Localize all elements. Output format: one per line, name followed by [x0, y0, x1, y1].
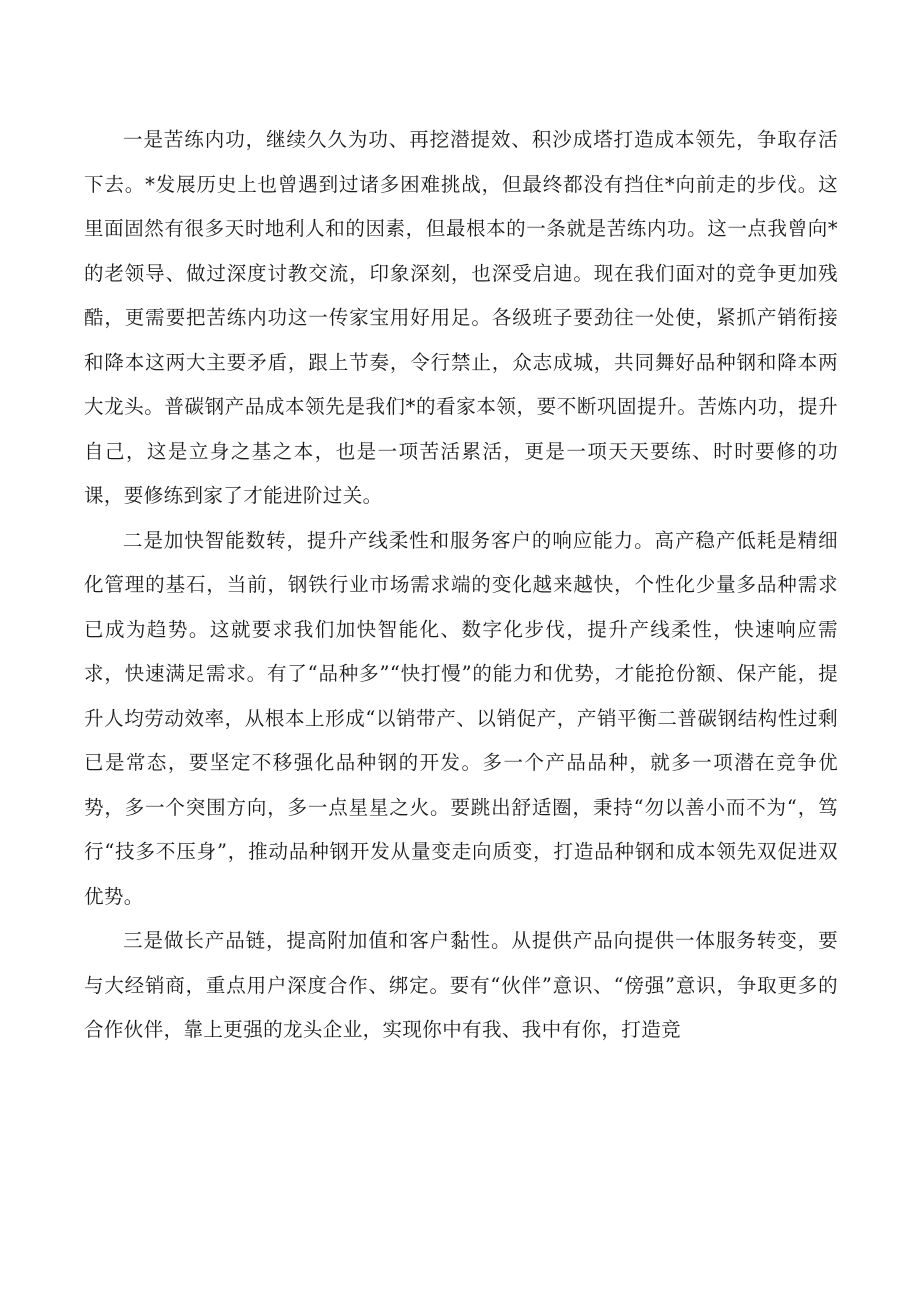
paragraph-3: 三是做长产品链，提高附加值和客户黏性。从提供产品向提供一体服务转变，要与大经销商，重点用户深度合作、绑定。要有“伙伴”意识、“傍强”意识，争取更多的合作伙伴，靠上更强的龙头企业，实现你中有我、我中有你，打造竞: [84, 929, 838, 1041]
paragraph-1: 一是苦练内功，继续久久为功、再挖潜提效、积沙成塔打造成本领先，争取存活下去。*发展历史上也曾遇到过诸多困难挑战，但最终都没有挡住*向前走的步伐。这里面固然有很多天时地利人和的因素，但最根本的一条就是苦练内功。这一点我曾向*的老领导、做过深度讨教交流，印象深刻，也深受启迪。现在我们面对的竞争更加残酷，更需要把苦练内功这一传家宝用好用足。各级班子要劲往一处使，紧抓产销衔接和降本这两大主要矛盾，跟上节奏，令行禁止，众志成城，共同舞好品种钢和降本两大龙头。普碳钢产品成本领先是我们*的看家本领，要不断巩固提升。苦炼内功，提升自己，这是立身之基之本，也是一项苦活累活，更是一项天天要练、时时要修的功课，要修练到家了才能进阶过关。: [84, 128, 838, 507]
paragraph-2: 二是加快智能数转，提升产线柔性和服务客户的响应能力。高产稳产低耗是精细化管理的基石，当前，钢铁行业市场需求端的变化越来越快，个性化少量多品种需求已成为趋势。这就要求我们加快智能化、数字化步伐，提升产线柔性，快速响应需求，快速满足需求。有了“品种多”“快打慢”的能力和优势，才能抢份额、保产能，提升人均劳动效率，从根本上形成“以销带产、以销促产，产销平衡二普碳钢结构性过剩已是常态，要坚定不移强化品种钢的开发。多一个产品品种，就多一项潜在竞争优势，多一个突围方向，多一点星星之火。要跳出舒适圈，秉持“勿以善小而不为“，笃行“技多不压身”，推动品种钢开发从量变走向质变，打造品种钢和成本领先双促进双优势。: [84, 528, 838, 908]
